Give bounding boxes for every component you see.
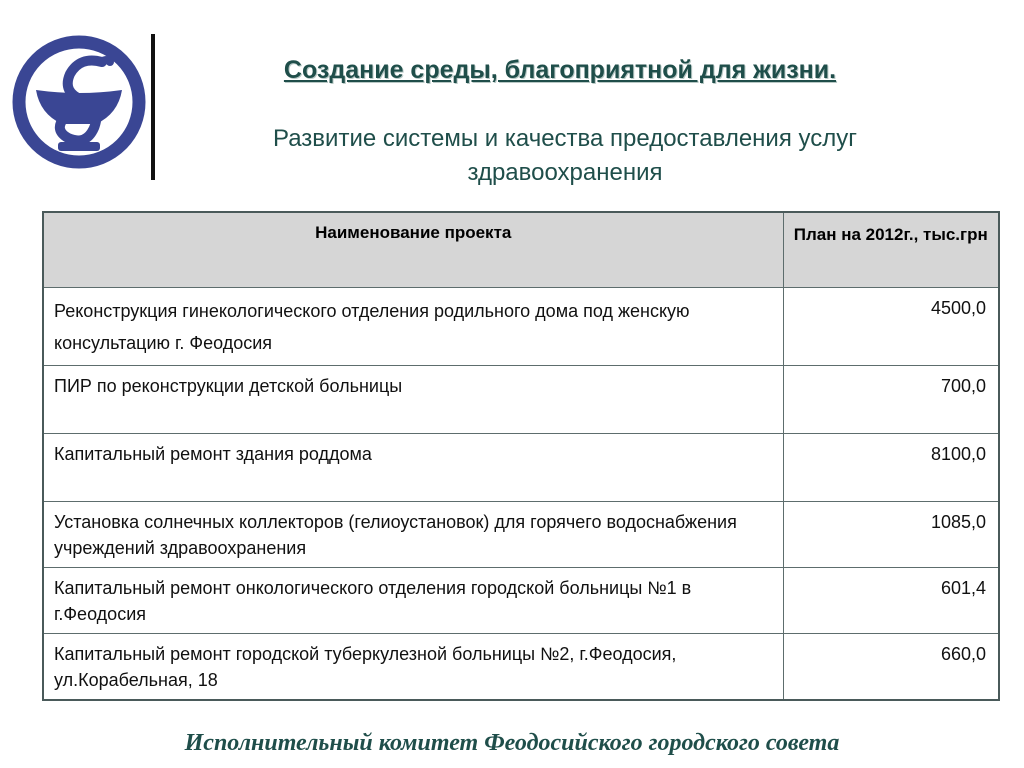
plan-value-cell: 8100,0 — [783, 434, 999, 502]
plan-value-cell: 601,4 — [783, 568, 999, 634]
table-row — [43, 634, 999, 701]
footer-organization: Исполнительный комитет Феодосийского городского совета — [184, 730, 840, 756]
page-title: Создание среды, благоприятной для жизни. — [283, 56, 837, 84]
plan-value-cell: 660,0 — [783, 634, 999, 701]
logo-divider — [151, 34, 155, 180]
header-plan-2012: План на 2012г., тыс.грн — [783, 212, 999, 288]
project-name-cell: Реконструкция гинекологического отделения родильного дома под женскую консультацию г. Феодосия — [43, 288, 783, 366]
header-project-name: Наименование проекта — [43, 212, 783, 288]
table-row — [43, 568, 999, 634]
project-name-cell: Капитальный ремонт онкологического отделения городской больницы №1 в г.Феодосия — [43, 568, 783, 634]
projects-table — [42, 211, 1000, 701]
plan-value-cell: 1085,0 — [783, 502, 999, 568]
project-name-cell: Установка солнечных коллекторов (гелиоустановок) для горячего водоснабжения учреждений здравоохранения — [43, 502, 783, 568]
table-row — [43, 288, 999, 366]
projects-table-container — [42, 211, 998, 701]
plan-value-cell: 4500,0 — [783, 288, 999, 366]
table-header-row — [43, 212, 999, 288]
logo — [10, 34, 148, 170]
plan-value-cell: 700,0 — [783, 366, 999, 434]
table-row — [43, 502, 999, 568]
project-name-cell: ПИР по реконструкции детской больницы — [43, 366, 783, 434]
project-name-cell: Капитальный ремонт здания роддома — [43, 434, 783, 502]
page-subtitle: Развитие системы и качества предоставления услуг здравоохранения — [273, 125, 857, 186]
caduceus-snake-bowl-icon — [10, 34, 148, 170]
table-row — [43, 434, 999, 502]
project-name-cell: Капитальный ремонт городской туберкулезной больницы №2, г.Феодосия, ул.Корабельная, 18 — [43, 634, 783, 701]
table-row — [43, 366, 999, 434]
